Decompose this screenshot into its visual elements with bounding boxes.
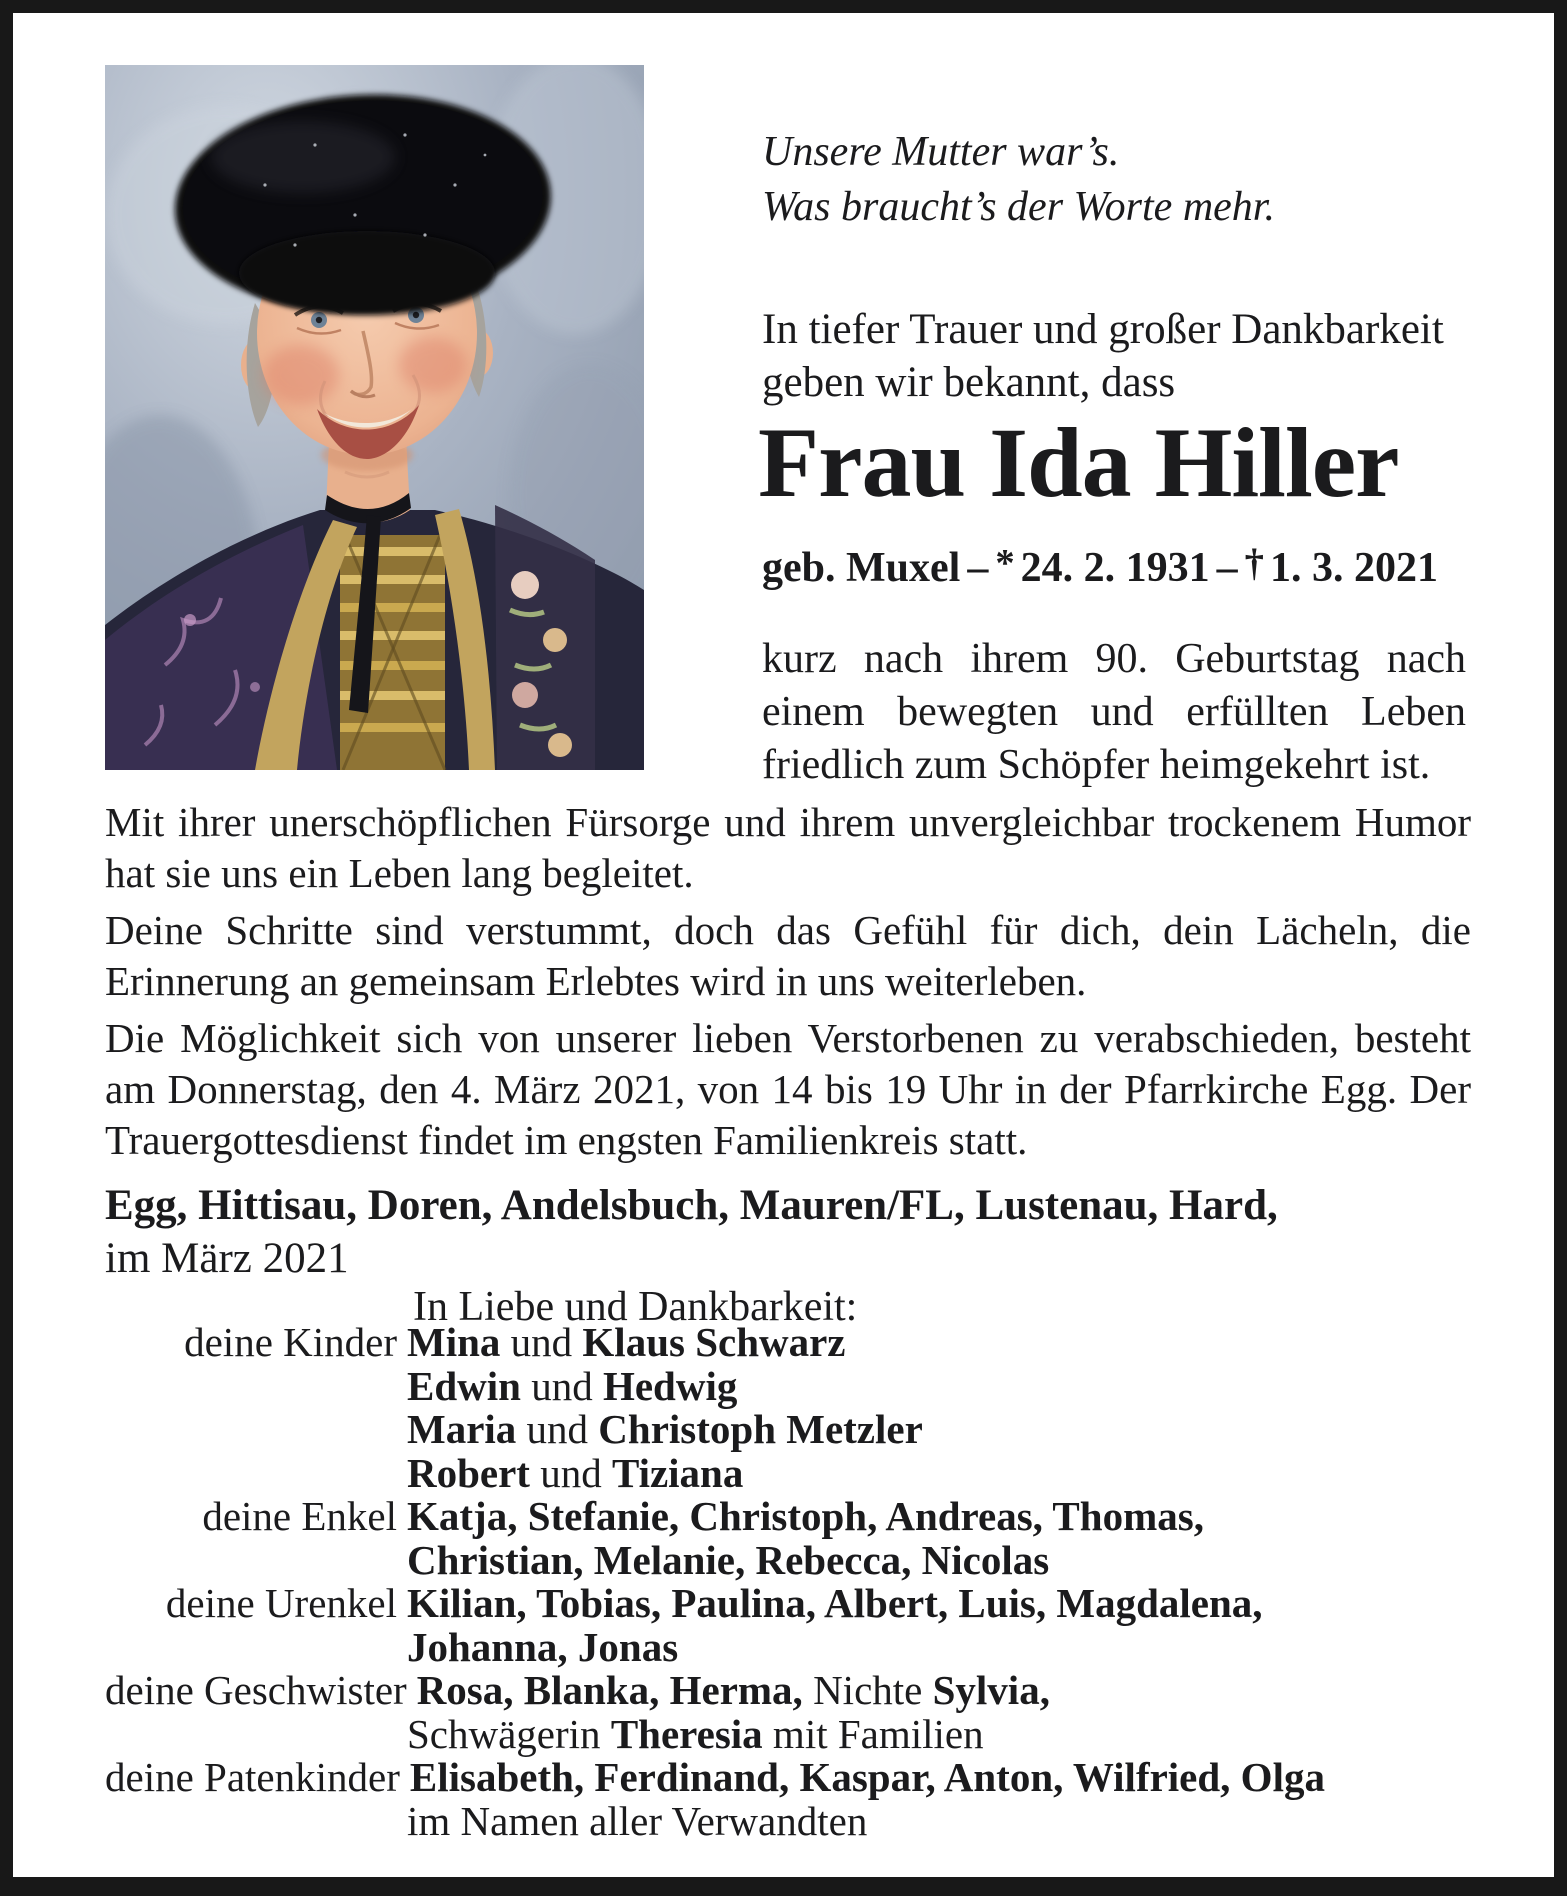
family-label: deine Patenkinder [105,1754,400,1800]
gratitude-line: In Liebe und Dankbarkeit: [413,1284,858,1330]
announcement [762,303,1444,409]
family-names: Maria und Christoph Metzler [407,1406,923,1452]
epigraph [762,125,1275,235]
family-names: Mina und Klaus Schwarz [407,1319,846,1365]
closing-block [105,1179,1471,1285]
family-list [105,1321,1525,1843]
dash: – [1216,545,1238,591]
family-names: Johanna, Jonas [407,1623,679,1670]
hat-sheen [211,121,395,193]
family-names: Katja, Stefanie, Christoph, Andreas, Thomas, [407,1493,1204,1539]
family-label [105,1452,397,1496]
family-names: Schwägerin Theresia mit Familien [407,1710,984,1757]
date-line: im März 2021 [105,1235,349,1282]
family-names: Elisabeth, Ferdinand, Kaspar, Anton, Wilfried, Olga [409,1754,1325,1800]
family-row [105,1623,1525,1670]
family-label: deine Enkel [202,1493,397,1539]
family-names: Edwin und Hedwig [407,1362,738,1409]
family-row [105,1710,1525,1757]
epigraph-line-1: Unsere Mutter war’s. [762,129,1120,175]
left-cheek-blush [263,345,339,405]
body-paragraph-3: Die Möglichkeit sich von unserer lieben Verstorbenen zu verabschieden, besteht am Donnerstag, den 4. März 2021, von 14 bis 19 Uhr in der Pfarrkirche Egg. Der Trauergottesdienst findet im engsten Familienkreis statt. [105,1015,1471,1163]
family-names: Christian, Melanie, Rebecca, Nicolas [407,1536,1050,1583]
header-text-column [758,65,1468,800]
family-label: deine Urenkel [165,1580,397,1626]
family-row [105,1321,1525,1365]
birth-date: 24. 2. 1931 [1020,545,1210,591]
family-row [105,1582,1525,1626]
family-row [105,1756,1525,1800]
family-label [105,1365,397,1409]
family-names: Kilian, Tobias, Paulina, Albert, Luis, Magdalena, [407,1580,1263,1626]
family-label [105,1539,397,1583]
family-row [105,1449,1525,1496]
family-label: deine Kinder [184,1319,397,1365]
death-date: 1. 3. 2021 [1269,545,1438,591]
portrait-illustration [105,65,644,770]
family-names: Rosa, Blanka, Herma, Nichte Sylvia, [416,1667,1050,1713]
family-label [105,1713,397,1757]
portrait-photo [105,65,644,770]
deceased-name: Frau Ida Hiller [758,407,1399,518]
family-row [105,1495,1525,1539]
family-label [105,1626,397,1670]
right-cheek-blush [399,337,467,393]
main-text [105,797,1471,1285]
family-row [105,1362,1525,1409]
paisley-dot [184,614,196,626]
announcement-line-2: geben wir bekannt, dass [762,359,1176,406]
family-row [105,1408,1525,1452]
family-row [105,1669,1525,1713]
maiden-name: geb. Muxel [762,545,961,591]
family-names: Robert und Tiziana [407,1449,744,1496]
family-label [105,1408,397,1452]
family-names: im Namen aller Verwandten [407,1797,868,1844]
cities-line: Egg, Hittisau, Doren, Andelsbuch, Mauren/FL, Lustenau, Hard, [105,1182,1278,1229]
family-row [105,1797,1525,1844]
family-label [105,1800,397,1844]
birth-death-line [762,544,1438,592]
birth-star-symbol: * [995,542,1015,585]
lead-paragraph: kurz nach ihrem 90. Geburtstag nach einem bewegten und erfüllten Leben friedlich zum Schöpfer heimgekehrt ist. [762,636,1466,788]
body-paragraph-1: Mit ihrer unerschöpflichen Fürsorge und ihrem unvergleichbar trockenem Humor hat sie uns ein Leben lang begleitet. [105,799,1471,896]
family-row [105,1536,1525,1583]
family-label: deine Geschwister [105,1667,407,1713]
dash: – [967,545,989,591]
epigraph-line-2: Was braucht’s der Worte mehr. [762,184,1275,230]
body-paragraph-2: Deine Schritte sind verstummt, doch das Gefühl für dich, dein Lächeln, die Erinnerung an gemeinsam Erlebtes wird in uns weiterleben. [105,907,1471,1004]
paisley-dot [250,682,260,692]
death-cross-symbol: † [1244,542,1264,585]
announcement-line-1: In tiefer Trauer und großer Dankbarkeit [762,306,1444,353]
